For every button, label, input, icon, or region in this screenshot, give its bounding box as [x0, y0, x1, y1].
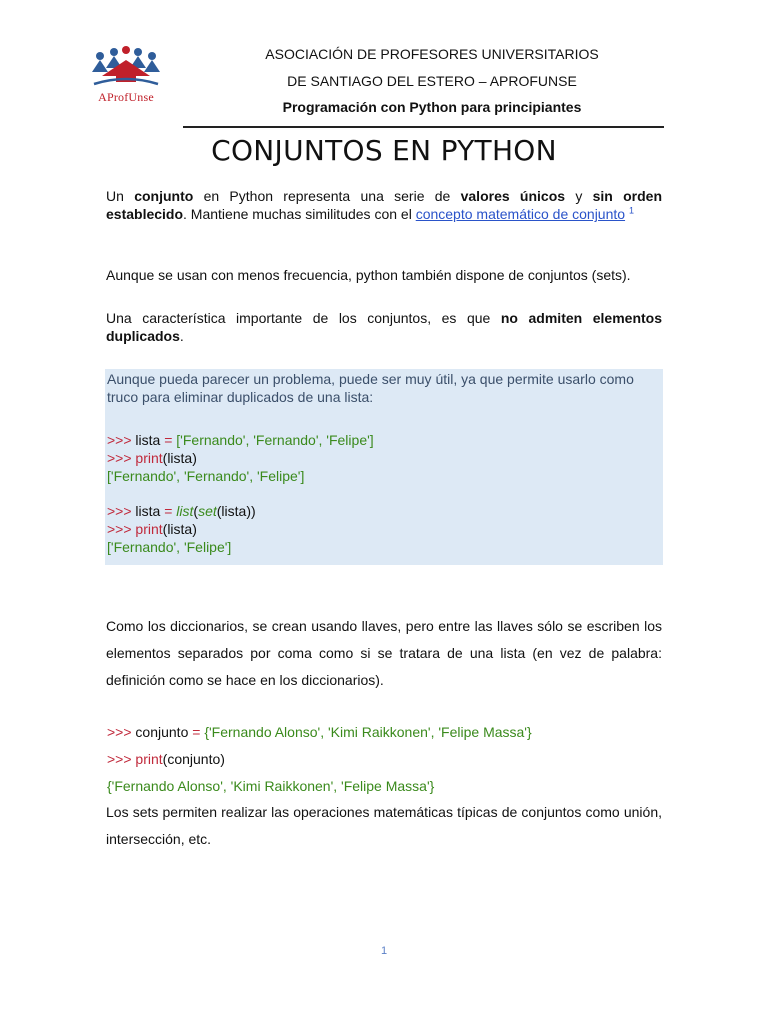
prompt: >>> — [107, 751, 132, 767]
code-value: {'Fernando Alonso', 'Kimi Raikkonen', 'Felipe Massa'} — [200, 724, 532, 740]
aprofunse-logo — [86, 46, 166, 110]
paragraph-operaciones: Los sets permiten realizar las operaciones matemáticas típicas de conjuntos como unión, intersección, etc. — [106, 804, 662, 847]
code-arg: (lista) — [162, 450, 197, 466]
page-number: 1 — [380, 945, 388, 957]
intro-text-3: y — [565, 188, 593, 204]
code-output: ['Fernando', 'Fernando', 'Felipe'] — [107, 468, 305, 484]
box-intro-text: Aunque pueda parecer un problema, puede ser muy útil, ya que permite usarlo como truco para eliminar duplicados de una lista: — [107, 371, 634, 405]
code-fn-list: list — [172, 503, 194, 519]
code-line — [107, 431, 374, 449]
code-fn: print — [131, 521, 163, 537]
header-line-1: ASOCIACIÓN DE PROFESORES UNIVERSITARIOS — [265, 46, 599, 62]
header-divider — [183, 126, 664, 128]
logo-text: AProfUnse — [98, 90, 154, 104]
prompt: >>> — [107, 503, 132, 519]
code-line — [107, 449, 197, 467]
prompt: >>> — [107, 450, 132, 466]
para3-text-2: . — [179, 328, 184, 344]
code-output: ['Fernando', 'Felipe'] — [107, 539, 232, 555]
prompt: >>> — [107, 724, 132, 740]
code-fn-set: set — [198, 503, 217, 519]
footnote-ref[interactable]: 1 — [628, 205, 634, 216]
code-line — [107, 520, 197, 538]
code-var: lista — [131, 432, 165, 448]
code-line — [107, 750, 225, 768]
intro-bold-valores: valores únicos — [460, 188, 566, 204]
code-var: conjunto — [131, 724, 193, 740]
intro-text-1: Un — [106, 188, 135, 204]
para3-bold: no admiten elementos duplicados — [106, 310, 662, 344]
intro-paragraph — [106, 187, 662, 223]
code-arg: (lista)) — [216, 503, 256, 519]
code-var: lista — [131, 503, 165, 519]
paragraph-sets: Aunque se usan con menos frecuencia, python también dispone de conjuntos (sets). — [106, 267, 631, 283]
intro-text-4: . Mantiene muchas similitudes con el — [183, 206, 416, 222]
header-line-2: DE SANTIAGO DEL ESTERO – APROFUNSE — [287, 73, 577, 89]
paragraph-duplicados — [106, 309, 662, 345]
code-op: = — [164, 503, 173, 519]
code-line — [107, 723, 532, 741]
logo-emblem-icon — [86, 46, 166, 92]
intro-text-2: en Python representa una serie de — [193, 188, 461, 204]
code-op: = — [192, 724, 201, 740]
code-paren: ( — [193, 503, 199, 519]
prompt: >>> — [107, 432, 132, 448]
code-arg: (conjunto) — [162, 751, 225, 767]
code-arg: (lista) — [162, 521, 197, 537]
paragraph-llaves: Como los diccionarios, se crean usando llaves, pero entre las llaves sólo se escriben los elementos separados por coma como si se tratara de una lista (en vez de palabra: definición como se hace en los diccionarios). — [106, 618, 662, 688]
intro-bold-conjunto: conjunto — [134, 188, 194, 204]
para3-text-1: Una característica importante de los conjuntos, es que — [106, 310, 501, 326]
code-fn: print — [131, 751, 163, 767]
code-op: = — [164, 432, 173, 448]
prompt: >>> — [107, 521, 132, 537]
code-output: {'Fernando Alonso', 'Kimi Raikkonen', 'Felipe Massa'} — [107, 778, 435, 794]
page-title: CONJUNTOS EN PYTHON — [211, 134, 557, 167]
code-line — [107, 502, 256, 520]
header-line-3: Programación con Python para principiantes — [282, 99, 582, 115]
code-fn: print — [131, 450, 163, 466]
intro-bold-orden: sin orden establecido — [106, 188, 663, 222]
code-value: ['Fernando', 'Fernando', 'Felipe'] — [172, 432, 374, 448]
concepto-matematico-link[interactable]: concepto matemático de conjunto — [415, 206, 626, 222]
